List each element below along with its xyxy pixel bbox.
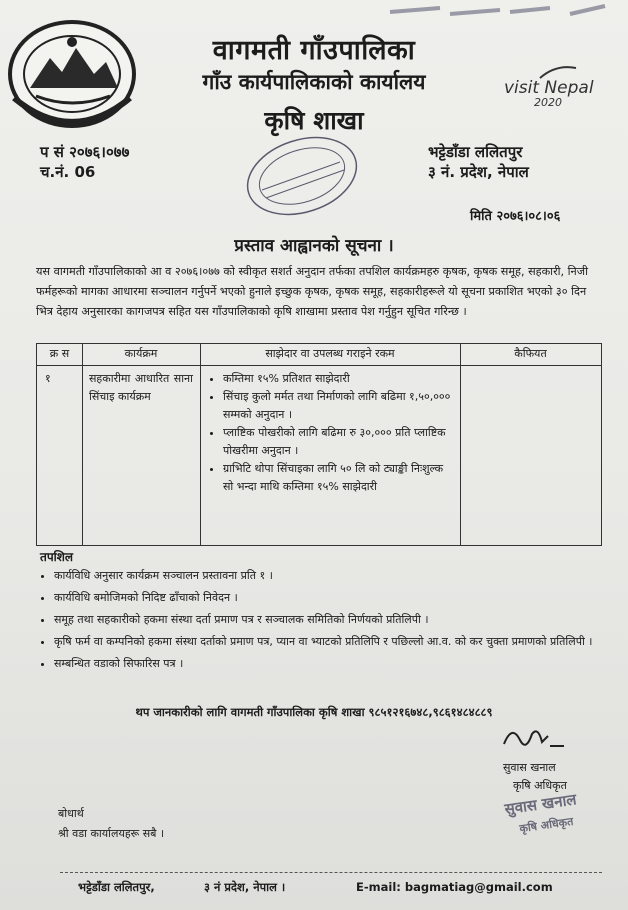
table-cell-sn: १ — [45, 372, 51, 385]
contact-info: थप जानकारीको लागि वागमती गाँउपालिका कृषि शाखा ९८५१२१६७४८,९८६१४८४८८९ — [135, 705, 493, 719]
list-item: • कम्तिमा १५% प्रतिशत साझेदारी — [223, 370, 455, 388]
section-title: कृषि शाखा — [264, 106, 364, 135]
visit-nepal-year: 2020 — [534, 96, 562, 109]
office-subtitle: गाँउ कार्यपालिकाको कार्यालय — [202, 70, 426, 94]
list-item: • सम्बन्धित वडाको सिफारिस पत्र । — [54, 654, 596, 674]
table-divider — [460, 344, 461, 545]
list-item: • सिंचाइ कुलो मर्मत तथा निर्माणको लागि बढिमा १,५०,००० सम्मको अनुदान । — [223, 388, 455, 424]
table-cell-amount — [205, 370, 455, 496]
footer-address: भट्टेडाँडा ललितपुर, — [78, 880, 155, 894]
table-header-sn: क्र स — [49, 347, 70, 360]
attachments-list — [36, 566, 596, 676]
table-divider — [82, 344, 83, 545]
dispatch-number: च.नं. 06 — [40, 163, 96, 181]
footer-province: ३ नं प्रदेश, नेपाल । — [204, 880, 286, 894]
list-item: • कृषि फर्म वा कम्पनिको हकमा संस्था दर्ताको प्रमाण पत्र, प्यान वा भ्याटको प्रतिलिपि र पछिल्लो आ.व. को कर चुक्ता प्रमाणको प्रतिलिपी । — [54, 632, 596, 652]
notice-date: मिति २०७६।०८।०६ — [470, 209, 561, 224]
address-line-2: ३ नं. प्रदेश, नेपाल — [428, 163, 529, 181]
list-item: • प्लाष्टिक पोखरीको लागि बढिमा रु ३०,००० प्रति प्लाष्टिक पोखरीमा अनुदान । — [223, 424, 455, 460]
signatory-name: सुवास खनाल — [503, 761, 556, 774]
office-seal-stamp — [232, 134, 372, 226]
footer-email: E-mail: bagmatiag@gmail.com — [356, 880, 553, 894]
stamp-name: सुवास खनाल — [503, 790, 578, 819]
list-item: • कार्यविधि अनुसार कार्यक्रम सञ्चालन प्रस्तावना प्रति १ । — [54, 566, 596, 586]
list-item: • समूह तथा सहकारीको हकमा संस्था दर्ता प्रमाण पत्र र सञ्चालक समितिको निर्णयको प्रतिलिपी । — [54, 610, 596, 630]
notice-body: यस वागमती गाँउपालिकाको आ व २०७६।०७७ को स्वीकृत सशर्त अनुदान तर्फका तपशिल कार्यक्रमहरु कृषक, कृषक समूह, सहकारी, निजी फर्महरूको मागका आधारमा सञ्चालन गर्नुपर्ने भएको हुनाले इच्छुक कृषक, कृषक समूह, सहकारीहरूले यो सूचना प्रकाशित भएको ३० दिन भित्र देहाय अनुसारका कागजपत्र सहित यस गाँउपालिकाको कृषि शाखामा प्रस्ताव पेश गर्नुहुन सूचित गरिन्छ । — [36, 265, 588, 318]
recipients-label: बोधार्थ — [58, 807, 84, 820]
footer-divider — [60, 872, 602, 873]
signatory-designation: कृषि अधिकृत — [513, 779, 567, 792]
reference-number: प सं २०७६।०७७ — [40, 143, 130, 161]
visit-nepal-logo — [498, 62, 616, 114]
table-header-divider — [37, 365, 601, 366]
name-stamp — [497, 786, 602, 845]
visit-nepal-text: visit Nepal — [504, 78, 594, 98]
list-item: • ग्राभिटि थोपा सिंचाइका लागि ५० लि को ट्याङ्की निःशुल्क सो भन्दा माथि कम्तिमा १५% साझेदारी — [223, 460, 455, 496]
signature-scribble — [498, 722, 568, 756]
stamp-designation: कृषि अधिकृत — [518, 814, 575, 836]
table-cell-program: सहकारीमा आधारित साना सिंचाइ कार्यक्रम — [89, 372, 193, 403]
notice-title: प्रस्ताव आह्वानको सूचना । — [234, 236, 394, 256]
top-scribble-decoration — [380, 2, 610, 22]
table-header-amount: साझेदार वा उपलब्ध गराइने रकम — [265, 347, 395, 360]
table-divider — [200, 344, 201, 545]
visit-nepal-swoosh-icon — [538, 62, 578, 82]
attachments-heading: तपशिल — [40, 550, 74, 564]
recipients-line: श्री वडा कार्यालयहरू सबै । — [58, 827, 165, 840]
address-line-1: भट्टेडाँडा ललितपुर — [428, 143, 523, 161]
table-header-program: कार्यक्रम — [124, 347, 158, 360]
table-header-remarks: कैफियत — [514, 347, 547, 360]
program-table — [36, 343, 602, 546]
list-item: • कार्यविधि बमोजिमको निदिष्ट ढाँचाको निवेदन । — [54, 588, 596, 608]
municipality-title: वागमती गाँउपालिका — [212, 35, 416, 66]
